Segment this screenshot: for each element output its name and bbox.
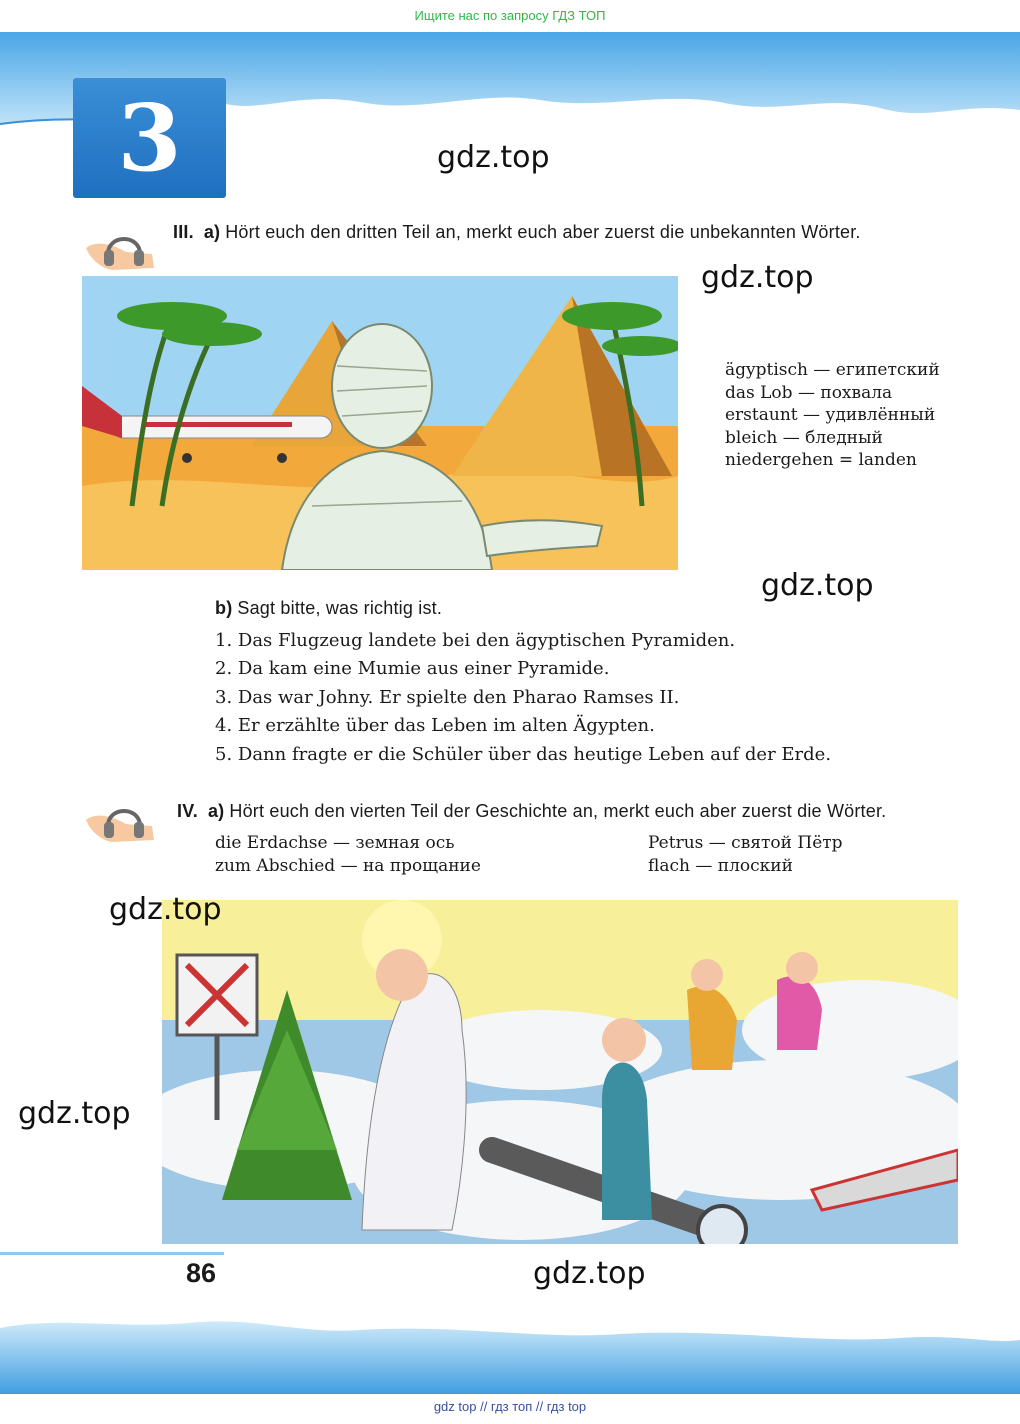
vocab-item: ägyptisch — египетский — [725, 360, 940, 380]
vocab-item: das Lob — похвала — [725, 382, 893, 403]
watermark: gdz.top — [109, 892, 222, 927]
vocab-item: niedergehen = landen — [725, 450, 917, 470]
top-banner[interactable]: Ищите нас по запросу ГДЗ ТОП — [414, 8, 606, 23]
vocab-item: zum Abschied — на прощание — [215, 855, 481, 876]
exercise-3b-heading — [215, 598, 442, 619]
vocab-item: Petrus — святой Пётр — [648, 833, 843, 853]
headphones-icon — [82, 218, 156, 274]
statement-item: 3. Das war Johny. Er spielte den Pharao Ramses II. — [215, 686, 680, 708]
statement-item: 4. Er erzählte über das Leben im alten Ägypten. — [215, 715, 655, 737]
exercise-3-number: III. — [173, 222, 194, 242]
exercise-3b-instruction: Sagt bitte, was richtig ist. — [237, 598, 443, 618]
statement-item: 5. Dann fragte er die Schüler über das heutige Leben auf der Erde. — [215, 743, 832, 765]
exercise-4-heading — [177, 801, 886, 822]
headphones-icon — [82, 790, 156, 846]
exercise-4-number: IV. — [177, 801, 198, 821]
vocab-item: erstaunt — удивлённый — [725, 405, 936, 425]
statement-item: 2. Da kam eine Mumie aus einer Pyramide. — [215, 658, 610, 680]
exercise-3-heading — [173, 222, 861, 243]
watermark: gdz.top — [761, 568, 874, 603]
vocab-item: die Erdachse — земная ось — [215, 833, 455, 853]
exercise-3b-statements — [215, 630, 831, 772]
exercise-3b-letter: b) — [215, 598, 233, 618]
page-number-divider — [0, 1252, 224, 1255]
illustration-heaven-petrus — [162, 900, 958, 1244]
watermark: gdz.top — [701, 260, 814, 295]
watermark: gdz.top — [533, 1256, 646, 1291]
exercise-4a-letter: a) — [207, 801, 225, 821]
exercise-4a-instruction: Hört euch den vierten Teil der Geschichte an, merkt euch aber zuerst die Wörter. — [229, 801, 887, 821]
exercise-4-vocabulary-right — [648, 832, 843, 877]
watermark: gdz.top — [437, 140, 550, 175]
page-number: 86 — [186, 1258, 217, 1288]
unit-number-badge: 3 — [73, 78, 226, 198]
bottom-banner[interactable]: gdz top // гдз топ // гдз top — [433, 1399, 587, 1414]
exercise-3-vocabulary — [725, 359, 940, 472]
sky-footer-decoration — [0, 1300, 1020, 1394]
illustration-egypt-mummy — [82, 276, 678, 570]
exercise-3a-instruction: Hört euch den dritten Teil an, merkt euch aber zuerst die unbekannten Wörter. — [225, 222, 861, 242]
statement-item: 1. Das Flugzeug landete bei den ägyptischen Pyramiden. — [215, 630, 736, 651]
vocab-item: flach — плоский — [648, 855, 793, 876]
exercise-3a-letter: a) — [203, 222, 221, 242]
vocab-item: bleich — бледный — [725, 427, 883, 448]
exercise-4-vocabulary-left — [215, 832, 481, 877]
watermark: gdz.top — [18, 1096, 131, 1131]
